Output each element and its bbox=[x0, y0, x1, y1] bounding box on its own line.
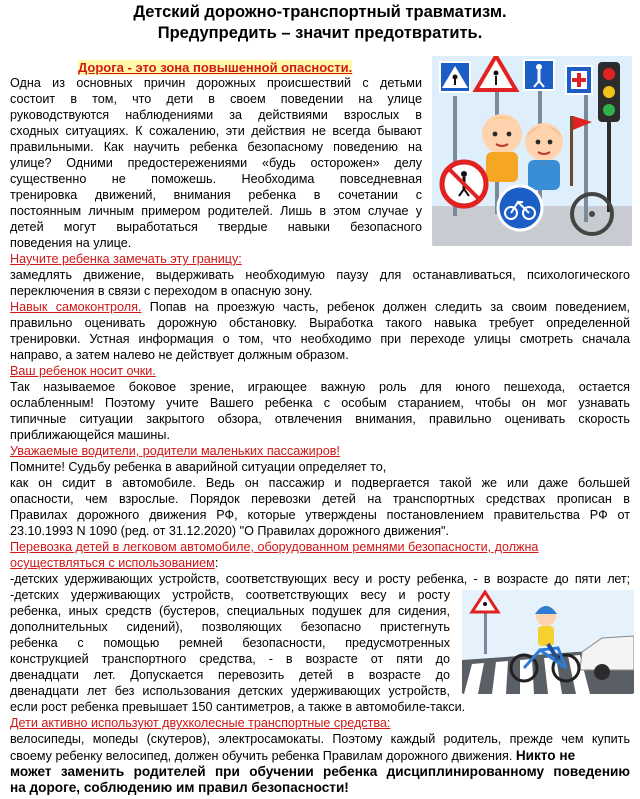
first-aid-sign-icon bbox=[566, 66, 592, 94]
section6-heading-line-2: осуществляться с использованием: bbox=[10, 556, 219, 570]
section2-line: замедлять движение, выдерживать необходимую паузу для останавливаться, психологического bbox=[10, 268, 630, 282]
section1-line: состоит в том, что дети в своем поведении на улице bbox=[10, 92, 422, 106]
section1-line: тренировка движений, внимания ребенка в сочетании с bbox=[10, 188, 422, 202]
section6-line: если рост ребенка превышает 150 сантиметров, а также в автомобиле-такси. bbox=[10, 700, 466, 714]
section3-line: направо, а затем налево не действует должным образом. bbox=[10, 348, 349, 362]
section3-line: правильно оценивать дорожную обстановку. Выработка такого навыка требует определенной bbox=[10, 316, 630, 330]
title-line-2: Предупредить – значит предотвратить. bbox=[157, 24, 483, 42]
section6-line: -детских удерживающих устройств, соответствующих весу и росту bbox=[10, 588, 450, 602]
kids-road-signs-illustration bbox=[432, 56, 632, 246]
crosswalk-sign-icon bbox=[440, 62, 470, 92]
section7-line: велосипеды, мопеды (скутеров), электросамокаты. Поэтому каждый родитель, прежде чем купить bbox=[10, 732, 630, 746]
section1-line: постоянным личным примером родителей. Лишь в этом случае у bbox=[10, 204, 422, 218]
section2-line: переключения в связи с переходом в опасную зону. bbox=[10, 284, 313, 298]
pedestrian-sign-icon bbox=[524, 60, 554, 90]
section6-line: дополнительных сидений), позволяющих безопасно пристегнуть bbox=[10, 620, 450, 634]
section6-line: двенадцати лет без использования детских удерживающих устройств, bbox=[10, 684, 450, 698]
section5-line: Правилах дорожного движения РФ, которые утверждены постановлением правительства РФ от bbox=[10, 508, 630, 522]
section2-heading: Научите ребенка замечать эту границу: bbox=[10, 252, 242, 266]
section4-heading: Ваш ребенок носит очки. bbox=[10, 364, 156, 378]
section7-bold-tail: Никто не bbox=[515, 748, 576, 763]
section6-line: ребенка с помощью ремней безопасности, предусмотренных bbox=[10, 636, 450, 650]
section6-line: ребенка, иных средств (бустеров, специальных подушек для сидения, bbox=[10, 604, 450, 618]
section7-bold-line: на дороге, соблюдению им правил безопасности! bbox=[10, 780, 349, 795]
section6-line: двенадцати лет. Допускается перевозить детей в возрасте до bbox=[10, 668, 450, 682]
bicycle-sign-icon bbox=[498, 186, 542, 230]
section7-bold-line: может заменить родителей при обучении ребенка дисциплинированному поведению bbox=[10, 764, 630, 779]
section6-line: конструкцией транспортного средства, - в возрасте от пяти до bbox=[10, 652, 450, 666]
section1-line: существенно не поможешь. Необходима повседневная bbox=[10, 172, 422, 186]
no-pedestrians-sign-icon bbox=[442, 162, 486, 206]
section3-heading: Навык самоконтроля. bbox=[10, 300, 142, 314]
title-line-1: Детский дорожно-транспортный травматизм. bbox=[133, 3, 507, 21]
section5-heading: Уважаемые водители, родители маленьких пассажиров! bbox=[10, 444, 340, 458]
section3-line: тренировки. Устная информация о том, что необходимо при переходе улицы смотреть сначала bbox=[10, 332, 630, 346]
section1-line: детей могут выработаться твердые навыки безопасного bbox=[10, 220, 422, 234]
section7-line-with-bold: своему ребенку велосипед, должен обучить ребенка Правилам дорожного движения. Никто не bbox=[10, 748, 576, 763]
section1-heading: Дорога - это зона повышенной опасности. bbox=[78, 60, 353, 75]
section1-line: поведения на улице. bbox=[10, 236, 132, 250]
section5-line: Помните! Судьбу ребенка в аварийной ситуации определяет то, bbox=[10, 460, 387, 474]
section1-line: правильными. Как научить ребенка безопасному поведению на bbox=[10, 140, 422, 154]
section1-line: Одна из основных причин дорожных происшествий с детьми bbox=[10, 76, 422, 90]
section1-line: улице? Одними предостережениями «будь осторожен» делу bbox=[10, 156, 422, 170]
section4-line: приближающейся машины. bbox=[10, 428, 170, 442]
section3-first-line: Навык самоконтроля. Попав на проезжую часть, ребенок должен следить за своим поведением, bbox=[10, 300, 630, 314]
section1-line: руководствуются наблюдениями за действиями взрослых в bbox=[10, 108, 422, 122]
section7-heading: Дети активно используют двухколесные транспортные средства: bbox=[10, 716, 391, 730]
section4-line: Так называемое боковое зрение, играющее важную роль для юного пешехода, остается bbox=[10, 380, 630, 394]
section6-heading-line-1: Перевозка детей в легковом автомобиле, оборудованном ремнями безопасности, должна bbox=[10, 540, 539, 554]
section6-line: -детских удерживающих устройств, соответствующих весу и росту ребенка, - в возрасте до пяти лет; bbox=[10, 572, 630, 586]
section5-line: как он сидит в автомобиле. Ведь он пассажир и подвергается такой же или даже большей bbox=[10, 476, 630, 490]
page-title bbox=[0, 2, 640, 44]
cyclist-crosswalk-illustration bbox=[462, 590, 634, 694]
section5-line: опасности, чем взрослые. Порядок перевозки детей на транспортных средствах прописан в bbox=[10, 492, 630, 506]
section5-line: 23.10.1993 N 1090 (ред. от 31.12.2020) "О Правилах дорожного движения". bbox=[10, 524, 450, 538]
section4-line: ослабленным! Поэтому учите Вашего ребенка с особым старанием, чтобы он мог узнавать bbox=[10, 396, 630, 410]
section4-line: типичные ситуации закрытого обзора, отвлечения внимания, правильно оценивать скорость bbox=[10, 412, 630, 426]
section1-line: сходных ситуациях. К сожалению, эти действия не всегда бывают bbox=[10, 124, 422, 138]
